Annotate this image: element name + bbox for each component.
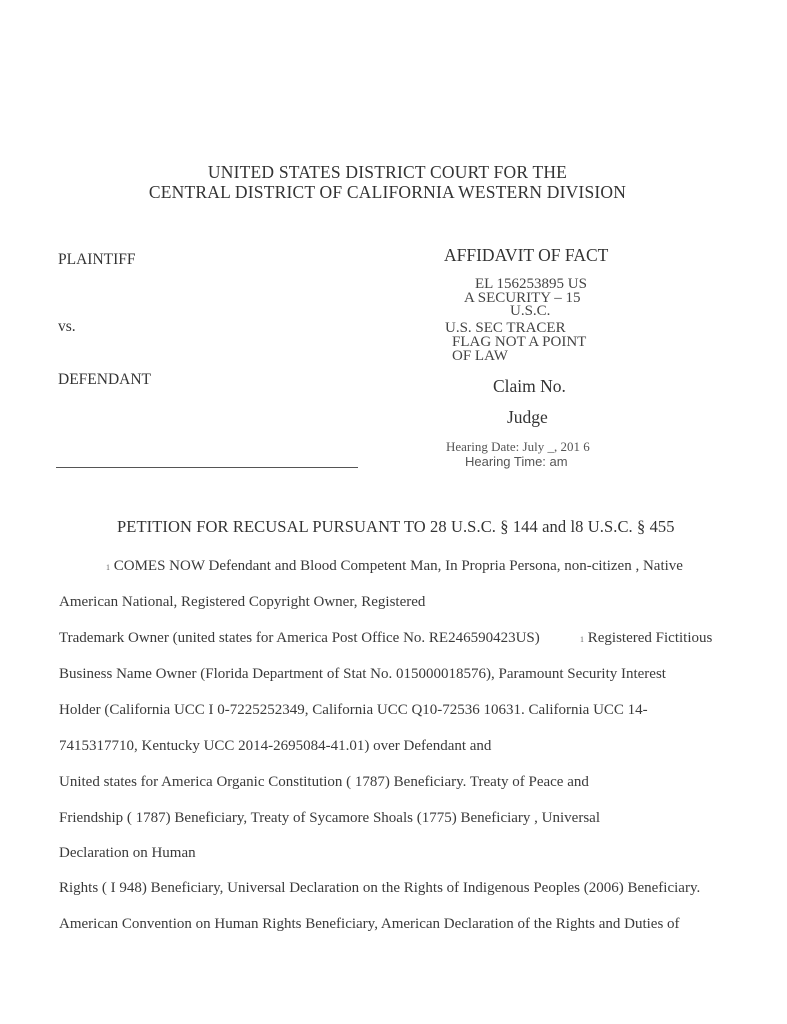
defendant-label: DEFENDANT xyxy=(58,371,151,388)
caption-divider-line xyxy=(56,467,358,468)
body-line: Holder (California UCC I 0-7225252349, California UCC Q10-72536 10631. California UCC 14- xyxy=(59,702,648,718)
body-line: American National, Registered Copyright Owner, Registered xyxy=(59,594,426,610)
body-line: Trademark Owner (united states for America Post Office No. RE246590423US) xyxy=(59,630,540,646)
of-law-line: OF LAW xyxy=(452,348,508,364)
body-line: Rights ( I 948) Beneficiary, Universal Declaration on the Rights of Indigenous Peoples (2006) Beneficiary. xyxy=(59,880,701,896)
body-line xyxy=(106,558,683,575)
body-line: American Convention on Human Rights Beneficiary, American Declaration of the Rights and Duties of xyxy=(59,916,680,932)
tracking-number: EL 156253895 US xyxy=(475,276,587,292)
judge-label: Judge xyxy=(507,407,548,427)
hearing-date: Hearing Date: July _, 201 6 xyxy=(446,439,590,454)
body-line xyxy=(580,630,712,647)
court-name-line-2: CENTRAL DISTRICT OF CALIFORNIA WESTERN DIVISION xyxy=(148,182,627,202)
security-line: A SECURITY – 15 xyxy=(464,290,581,306)
plaintiff-label: PLAINTIFF xyxy=(58,251,136,268)
body-line: Friendship ( 1787) Beneficiary, Treaty of Sycamore Shoals (1775) Beneficiary , Universal xyxy=(59,810,600,826)
footnote-mark: 1 xyxy=(580,635,584,644)
flag-line: FLAG NOT A POINT xyxy=(452,334,587,350)
hearing-time: Hearing Time: am xyxy=(465,454,568,469)
body-line: Declaration on Human xyxy=(59,845,196,861)
sec-tracer-line: U.S. SEC TRACER xyxy=(445,320,566,336)
versus-label: vs. xyxy=(58,318,76,335)
body-line: 7415317710, Kentucky UCC 2014-2695084-41.01) over Defendant and xyxy=(59,738,492,754)
body-text: Registered Fictitious xyxy=(587,630,713,646)
document-title: AFFIDAVIT OF FACT xyxy=(444,245,609,265)
body-line: United states for America Organic Constitution ( 1787) Beneficiary. Treaty of Peace and xyxy=(59,774,589,790)
body-text: COMES NOW Defendant and Blood Competent Man, In Propria Persona, non-citizen , Native xyxy=(113,558,683,574)
footnote-mark: 1 xyxy=(106,563,110,572)
court-name-line-1: UNITED STATES DISTRICT COURT FOR THE xyxy=(207,162,568,182)
claim-number-label: Claim No. xyxy=(493,376,566,396)
body-line: Business Name Owner (Florida Department of Stat No. 015000018576), Paramount Security Interest xyxy=(59,666,666,682)
usc-line: U.S.C. xyxy=(510,303,551,319)
petition-title: PETITION FOR RECUSAL PURSUANT TO 28 U.S.C. § 144 and l8 U.S.C. § 455 xyxy=(117,517,675,536)
